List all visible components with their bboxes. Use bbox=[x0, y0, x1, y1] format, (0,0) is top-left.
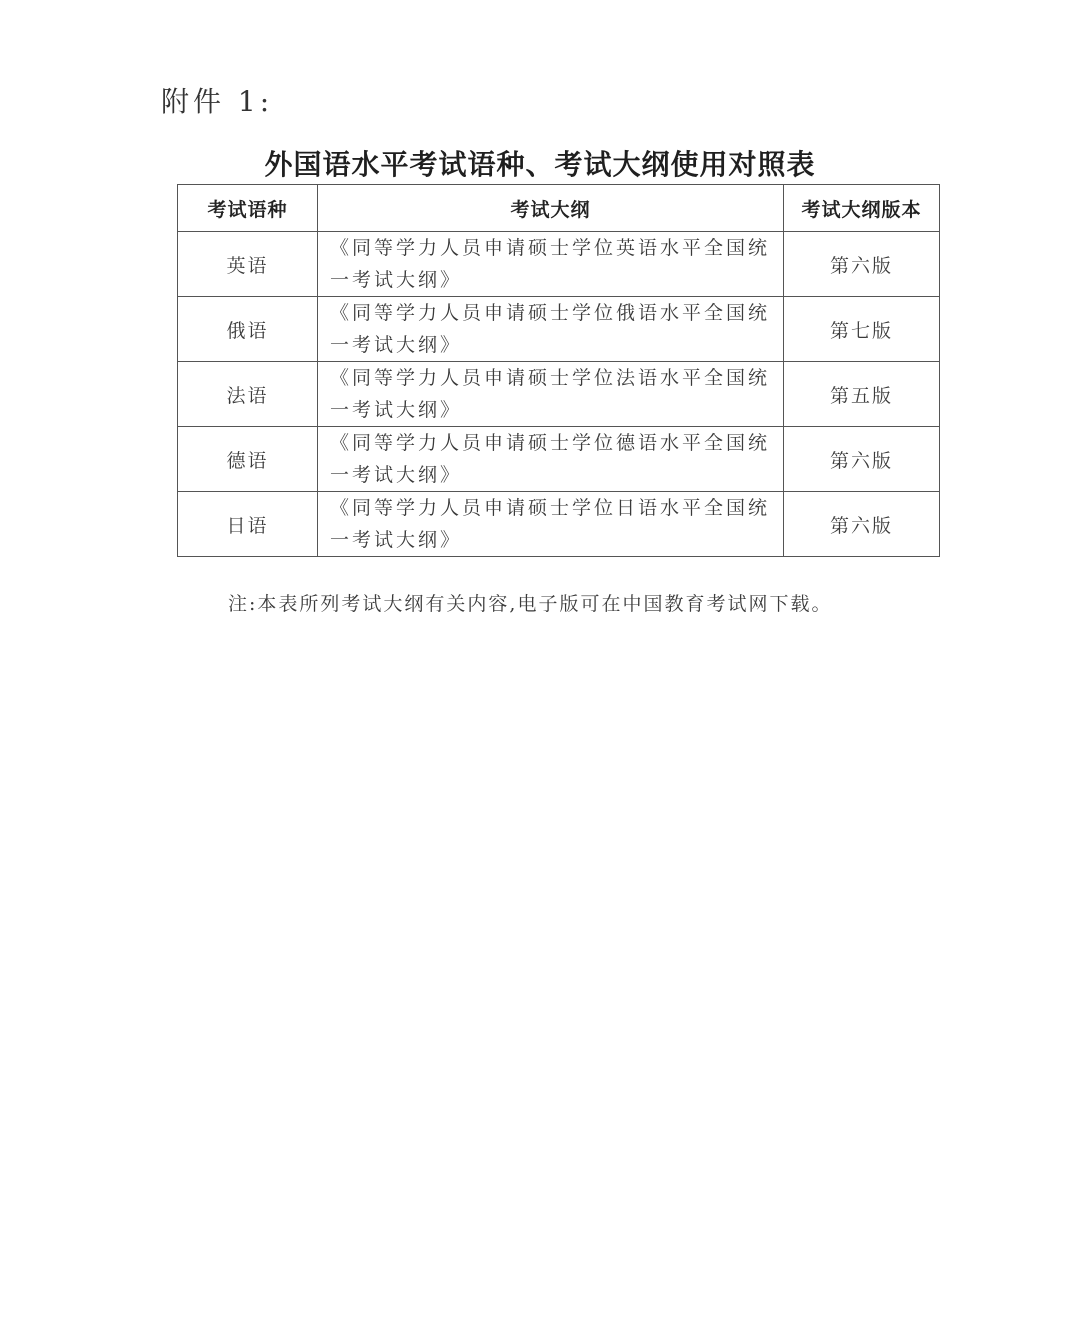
outline-line: 《同等学力人员申请硕士学位法语水平全国统 bbox=[330, 367, 771, 389]
page-title: 外国语水平考试语种、考试大纲使用对照表 bbox=[264, 148, 816, 181]
syllabus-table bbox=[177, 184, 940, 557]
header-outline: 考试大纲 bbox=[318, 185, 784, 232]
version-cell: 第七版 bbox=[784, 297, 940, 362]
table-header-row bbox=[178, 185, 940, 232]
outline-line: 一考试大纲》 bbox=[330, 464, 463, 486]
outline-line: 一考试大纲》 bbox=[330, 399, 463, 421]
outline-line: 《同等学力人员申请硕士学位德语水平全国统 bbox=[330, 432, 771, 454]
attachment-label: 附件 1: bbox=[161, 85, 274, 118]
header-language: 考试语种 bbox=[178, 185, 318, 232]
outline-line: 《同等学力人员申请硕士学位俄语水平全国统 bbox=[330, 302, 771, 324]
outline-cell bbox=[318, 492, 784, 557]
table-row bbox=[178, 427, 940, 492]
version-cell: 第六版 bbox=[784, 232, 940, 297]
version-cell: 第六版 bbox=[784, 427, 940, 492]
language-cell: 俄语 bbox=[178, 297, 318, 362]
outline-line: 《同等学力人员申请硕士学位英语水平全国统 bbox=[330, 237, 771, 259]
outline-line: 一考试大纲》 bbox=[330, 334, 463, 356]
header-version: 考试大纲版本 bbox=[784, 185, 940, 232]
version-cell: 第六版 bbox=[784, 492, 940, 557]
outline-cell bbox=[318, 297, 784, 362]
table-row bbox=[178, 297, 940, 362]
outline-line: 一考试大纲》 bbox=[330, 269, 463, 291]
table-row bbox=[178, 492, 940, 557]
outline-cell bbox=[318, 362, 784, 427]
footnote: 注:本表所列考试大纲有关内容,电子版可在中国教育考试网下载。 bbox=[228, 593, 833, 615]
language-cell: 日语 bbox=[178, 492, 318, 557]
outline-line: 《同等学力人员申请硕士学位日语水平全国统 bbox=[330, 497, 771, 519]
table-row bbox=[178, 362, 940, 427]
table-row bbox=[178, 232, 940, 297]
outline-cell bbox=[318, 232, 784, 297]
language-cell: 英语 bbox=[178, 232, 318, 297]
version-cell: 第五版 bbox=[784, 362, 940, 427]
language-cell: 法语 bbox=[178, 362, 318, 427]
outline-line: 一考试大纲》 bbox=[330, 529, 463, 551]
outline-cell bbox=[318, 427, 784, 492]
language-cell: 德语 bbox=[178, 427, 318, 492]
